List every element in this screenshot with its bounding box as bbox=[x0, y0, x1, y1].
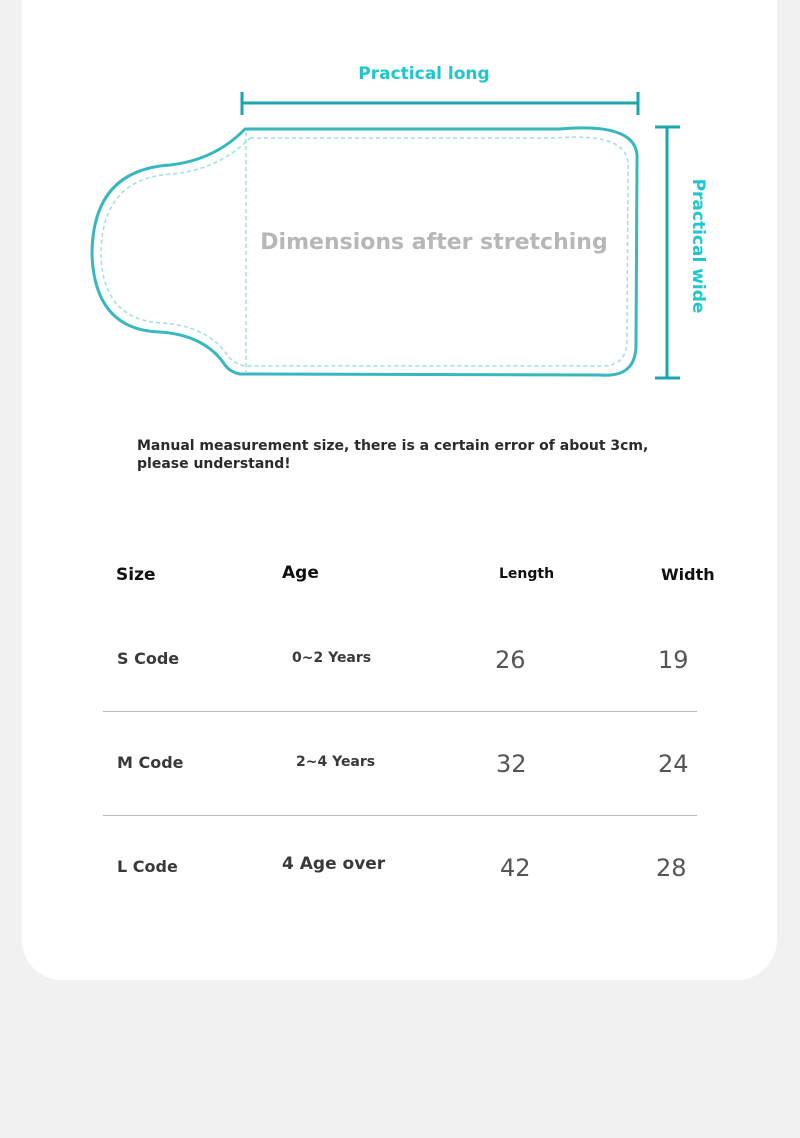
age-cell: 4 Age over bbox=[282, 854, 386, 874]
header-size: Size bbox=[116, 565, 156, 585]
stretch-caption: Dimensions after stretching bbox=[260, 230, 608, 255]
width-cell: 24 bbox=[658, 750, 689, 778]
header-width: Width bbox=[661, 565, 715, 584]
length-dimension-line bbox=[242, 92, 638, 115]
width-cell: 28 bbox=[656, 854, 687, 882]
header-age: Age bbox=[282, 563, 319, 583]
width-cell: 19 bbox=[658, 646, 689, 674]
size-cell: S Code bbox=[117, 649, 180, 668]
table-row bbox=[0, 854, 800, 894]
row-divider bbox=[103, 711, 697, 712]
age-cell: 0~2 Years bbox=[292, 650, 372, 666]
practical-long-label: Practical long bbox=[358, 64, 490, 84]
practical-wide-label: Practical wide bbox=[688, 178, 708, 314]
row-divider bbox=[103, 815, 697, 816]
width-dimension-line bbox=[655, 127, 680, 378]
length-cell: 32 bbox=[496, 750, 527, 778]
age-cell: 2~4 Years bbox=[296, 754, 376, 770]
measurement-note: Manual measurement size, there is a certain error of about 3cm, please understand! bbox=[137, 438, 649, 472]
size-cell: M Code bbox=[117, 753, 184, 772]
sleeve-diagram bbox=[0, 0, 800, 420]
length-cell: 26 bbox=[495, 646, 526, 674]
table-row bbox=[0, 646, 800, 686]
size-cell: L Code bbox=[117, 857, 178, 876]
header-length: Length bbox=[499, 566, 555, 582]
length-cell: 42 bbox=[500, 854, 531, 882]
table-row bbox=[0, 750, 800, 790]
